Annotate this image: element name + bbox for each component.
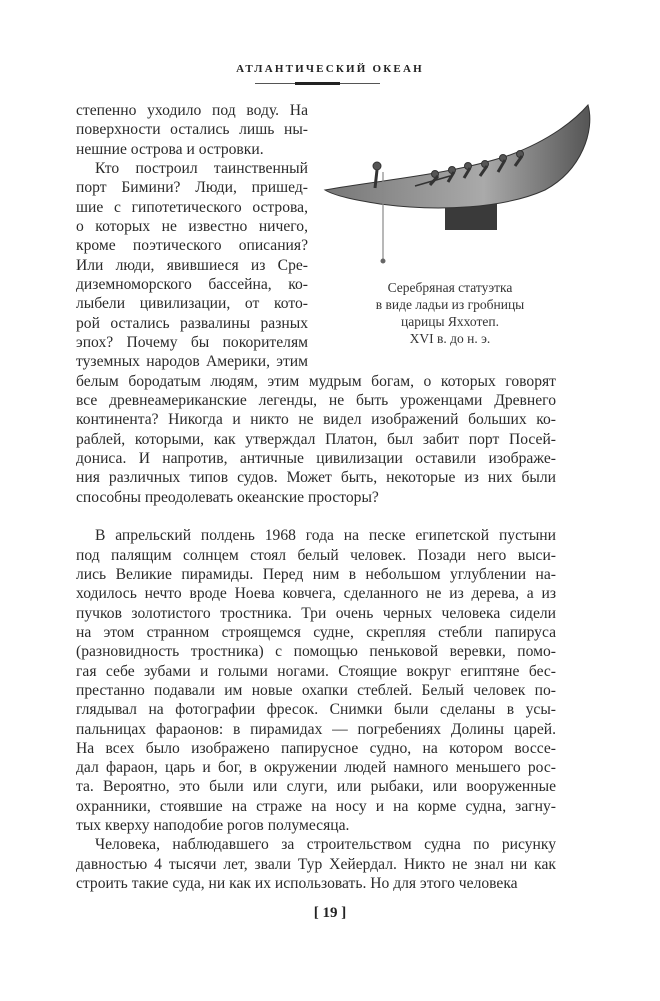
text-line: строить такие суда, ни как их использовать. Но для этого человека xyxy=(76,875,518,893)
text-line: нешние острова и островки. xyxy=(76,140,264,158)
text-line: белым бородатым людям, этим мудрым богам, о которых говорят xyxy=(76,372,556,390)
text-line: степенно уходило под воду. На xyxy=(76,102,308,119)
text-line: Человека, наблюдавшего за строительством судна по рисунку xyxy=(95,836,556,854)
header-divider-accent xyxy=(295,82,340,85)
text-line: шие с гипотетического острова, xyxy=(76,198,308,216)
text-line: способны преодолевать океанские просторы? xyxy=(76,488,379,506)
text-line: (разновидность тростника) с помощью пеньковой веревки, помо- xyxy=(76,643,556,661)
text-line: о которых не известно ничего, xyxy=(76,217,308,235)
text-line: континента? Никогда и никто не видел изображений больших ко- xyxy=(76,411,556,429)
text-line: эпох? Почему бы покорителям xyxy=(76,333,308,351)
blank-line xyxy=(76,507,556,526)
text-line: рой остались развалины разных xyxy=(76,314,308,332)
text-line: ходилось нечто вроде Ноева ковчега, сделанного не из дерева, а из xyxy=(76,585,556,603)
text-line: порт Бимини? Люди, пришед- xyxy=(76,179,308,197)
text-line: гая себе зубами и голыми ногами. Стоящие вокруг египтяне бес- xyxy=(76,662,556,680)
page-number: [ 19 ] xyxy=(313,905,347,921)
text-line: дал фараон, царь и бог, в окружении людей намного меньшего рос- xyxy=(76,759,556,777)
text-line: Или люди, явившиеся из Сре- xyxy=(76,256,308,274)
text-line: лыбели цивилизации, от кото- xyxy=(76,295,308,313)
text-line: на этом странном строящемся судне, скрепляя стебли папируса xyxy=(76,623,556,641)
text-line: В апрельский полдень 1968 года на песке египетской пустыни xyxy=(95,527,556,545)
text-line: диземноморского бассейна, ко- xyxy=(76,275,308,293)
text-line: под палящим солнцем стоял белый человек. Позади него выси- xyxy=(76,546,556,564)
text-line: ния различных типов судов. Может быть, некоторые из них были xyxy=(76,469,556,487)
text-line: Кто построил таинственный xyxy=(95,159,308,177)
caption-line: в виде ладьи из гробницы xyxy=(375,297,525,312)
text-line: та. Вероятно, это были или слуги, или рыбаки, или вооруженные xyxy=(76,778,556,796)
text-line: дониса. И напротив, античные цивилизации оставили изображе- xyxy=(76,449,556,467)
text-line: глядывал на фотографии фресок. Снимки были сделаны в усы- xyxy=(76,701,556,719)
text-line: кроме поэтического описания? xyxy=(76,237,308,255)
text-line: раблей, которыми, как утверждал Платон, был забит порт Посей- xyxy=(76,430,556,448)
text-line: престанно подавали им новые охапки стеблей. Белый человек по- xyxy=(76,681,556,699)
body-text xyxy=(76,101,556,893)
text-line: давностью 4 тысячи лет, звали Тур Хейердал. Никто не знал ни как xyxy=(76,855,556,873)
text-line: тых кверху наподобие рогов полумесяца. xyxy=(76,817,350,835)
caption-line: Серебряная статуэтка xyxy=(387,280,513,295)
caption-line: царицы Яххотеп. xyxy=(401,314,499,329)
text-line: лись Великие пирамиды. Перед ним в небольшом углублении на- xyxy=(76,565,556,583)
text-line: охранники, стоявшие на страже на носу и на корме судна, загну- xyxy=(76,797,556,815)
text-line: поверхности остались лишь ны- xyxy=(76,121,308,139)
text-line: пальницах фараонов: в пирамидах — погребениях Долины царей. xyxy=(76,720,556,738)
running-header: АТЛАНТИЧЕСКИЙ ОКЕАН xyxy=(236,63,424,75)
text-line: все древнеамериканские легенды, не быть уроженцами Древнего xyxy=(76,391,556,409)
caption-line: XVI в. до н. э. xyxy=(409,331,491,346)
text-line: туземных народов Америки, этим xyxy=(76,353,308,371)
text-line: На всех было изображено папирусное судно, на котором воссе- xyxy=(76,739,556,757)
text-line: пучков золотистого тростника. Три очень черных человека сидели xyxy=(76,604,556,622)
